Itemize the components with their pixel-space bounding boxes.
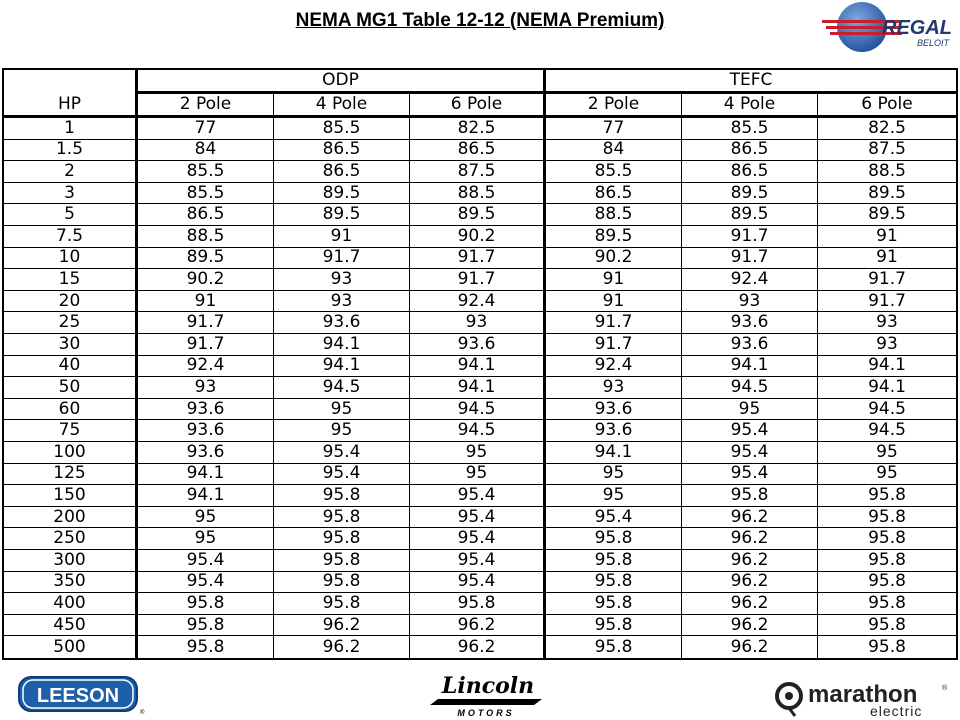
efficiency-cell: 94.1 (410, 377, 546, 399)
hp-cell: 3 (4, 183, 138, 205)
efficiency-cell: 95.4 (546, 507, 682, 529)
efficiency-cell: 95.4 (682, 442, 818, 464)
efficiency-cell: 95.8 (274, 572, 410, 594)
efficiency-cell: 95.4 (274, 442, 410, 464)
efficiency-cell: 95.8 (410, 593, 546, 615)
efficiency-cell: 93.6 (546, 420, 682, 442)
efficiency-cell: 91.7 (274, 248, 410, 270)
efficiency-cell: 96.2 (682, 615, 818, 637)
efficiency-cell: 92.4 (410, 291, 546, 313)
efficiency-cell: 93.6 (274, 312, 410, 334)
group-header-tefc: TEFC (546, 70, 956, 94)
efficiency-cell: 94.5 (818, 420, 956, 442)
efficiency-cell: 94.1 (410, 356, 546, 378)
marathon-electric-logo (775, 676, 950, 718)
hp-cell: 2 (4, 161, 138, 183)
hp-cell: 1 (4, 118, 138, 140)
efficiency-cell: 91.7 (410, 269, 546, 291)
efficiency-cell: 90.2 (410, 226, 546, 248)
efficiency-cell: 96.2 (682, 507, 818, 529)
efficiency-cell: 88.5 (546, 204, 682, 226)
efficiency-cell: 96.2 (410, 615, 546, 637)
efficiency-cell: 93.6 (546, 399, 682, 421)
efficiency-cell: 95.8 (818, 485, 956, 507)
hp-cell: 50 (4, 377, 138, 399)
efficiency-cell: 95.8 (546, 636, 682, 658)
efficiency-cell: 85.5 (138, 183, 274, 205)
efficiency-cell: 95.8 (138, 615, 274, 637)
hp-cell: 350 (4, 572, 138, 594)
efficiency-cell: 86.5 (682, 140, 818, 162)
efficiency-cell: 95 (818, 442, 956, 464)
hp-cell: 7.5 (4, 226, 138, 248)
efficiency-cell: 92.4 (682, 269, 818, 291)
efficiency-cell: 93.6 (682, 312, 818, 334)
efficiency-cell: 96.2 (682, 550, 818, 572)
efficiency-cell: 95.8 (682, 485, 818, 507)
efficiency-cell: 96.2 (274, 636, 410, 658)
efficiency-cell: 89.5 (138, 248, 274, 270)
efficiency-cell: 89.5 (546, 226, 682, 248)
efficiency-cell: 95.8 (818, 572, 956, 594)
efficiency-cell: 95 (274, 399, 410, 421)
efficiency-cell: 91 (818, 248, 956, 270)
efficiency-cell: 89.5 (274, 183, 410, 205)
hp-cell: 100 (4, 442, 138, 464)
efficiency-cell: 85.5 (138, 161, 274, 183)
hp-cell: 5 (4, 204, 138, 226)
efficiency-cell: 94.1 (274, 356, 410, 378)
electric-text: electric (870, 703, 923, 718)
efficiency-cell: 85.5 (546, 161, 682, 183)
efficiency-cell: 95.4 (274, 464, 410, 486)
efficiency-cell: 92.4 (138, 356, 274, 378)
efficiency-cell: 95.4 (138, 572, 274, 594)
efficiency-cell: 95 (818, 464, 956, 486)
efficiency-cell: 95.8 (818, 593, 956, 615)
efficiency-cell: 95.4 (410, 528, 546, 550)
efficiency-cell: 91.7 (138, 334, 274, 356)
efficiency-cell: 95 (682, 399, 818, 421)
leeson-text: LEESON (36, 685, 120, 707)
efficiency-cell: 94.1 (274, 334, 410, 356)
efficiency-cell: 94.1 (138, 464, 274, 486)
efficiency-cell: 91.7 (410, 248, 546, 270)
hp-cell: 20 (4, 291, 138, 313)
efficiency-cell: 95.8 (546, 550, 682, 572)
efficiency-cell: 91.7 (682, 226, 818, 248)
efficiency-cell: 87.5 (410, 161, 546, 183)
efficiency-cell: 96.2 (682, 572, 818, 594)
hp-cell: 30 (4, 334, 138, 356)
efficiency-cell: 86.5 (138, 204, 274, 226)
efficiency-cell: 95.4 (410, 485, 546, 507)
efficiency-cell: 91.7 (138, 312, 274, 334)
hp-cell: 400 (4, 593, 138, 615)
pole-header: 6 Pole (410, 94, 546, 118)
efficiency-cell: 91.7 (546, 334, 682, 356)
svg-text:®: ® (942, 685, 948, 692)
efficiency-cell: 91 (818, 226, 956, 248)
efficiency-cell: 91.7 (682, 248, 818, 270)
page-title: NEMA MG1 Table 12-12 (NEMA Premium) (295, 10, 665, 31)
efficiency-cell: 93 (682, 291, 818, 313)
efficiency-cell: 95.8 (546, 528, 682, 550)
efficiency-cell: 87.5 (818, 140, 956, 162)
efficiency-cell: 94.1 (682, 356, 818, 378)
hp-header: HP (4, 70, 138, 118)
efficiency-cell: 96.2 (410, 636, 546, 658)
hp-cell: 125 (4, 464, 138, 486)
group-header-odp: ODP (138, 70, 546, 94)
efficiency-cell: 77 (546, 118, 682, 140)
hp-cell: 40 (4, 356, 138, 378)
efficiency-cell: 96.2 (682, 636, 818, 658)
efficiency-cell: 92.4 (546, 356, 682, 378)
efficiency-cell: 89.5 (410, 204, 546, 226)
efficiency-cell: 93 (274, 291, 410, 313)
efficiency-cell: 93.6 (138, 442, 274, 464)
efficiency-cell: 89.5 (682, 183, 818, 205)
efficiency-cell: 94.5 (682, 377, 818, 399)
efficiency-cell: 91 (546, 291, 682, 313)
efficiency-cell: 95.8 (546, 615, 682, 637)
efficiency-cell: 86.5 (274, 161, 410, 183)
efficiency-cell: 93 (138, 377, 274, 399)
leeson-logo (18, 675, 146, 715)
efficiency-cell: 94.1 (818, 356, 956, 378)
efficiency-cell: 85.5 (274, 118, 410, 140)
pole-header: 2 Pole (546, 94, 682, 118)
efficiency-cell: 95 (410, 464, 546, 486)
efficiency-cell: 84 (138, 140, 274, 162)
efficiency-cell: 95.8 (818, 615, 956, 637)
efficiency-cell: 95 (410, 442, 546, 464)
efficiency-cell: 89.5 (818, 204, 956, 226)
hp-cell: 500 (4, 636, 138, 658)
hp-cell: 25 (4, 312, 138, 334)
efficiency-cell: 86.5 (410, 140, 546, 162)
efficiency-cell: 94.1 (818, 377, 956, 399)
efficiency-cell: 96.2 (274, 615, 410, 637)
efficiency-cell: 96.2 (682, 528, 818, 550)
motors-text: MOTORS (457, 708, 515, 718)
lincoln-motors-logo (430, 663, 545, 719)
efficiency-cell: 85.5 (682, 118, 818, 140)
hp-cell: 450 (4, 615, 138, 637)
hp-cell: 1.5 (4, 140, 138, 162)
efficiency-cell: 84 (546, 140, 682, 162)
efficiency-cell: 95.4 (138, 550, 274, 572)
efficiency-cell: 95.8 (274, 593, 410, 615)
efficiency-cell: 93.6 (682, 334, 818, 356)
lincoln-text: Lincoln (441, 673, 535, 699)
efficiency-cell: 90.2 (138, 269, 274, 291)
efficiency-cell: 94.5 (274, 377, 410, 399)
efficiency-cell: 82.5 (410, 118, 546, 140)
efficiency-cell: 95.8 (818, 550, 956, 572)
efficiency-cell: 93 (818, 312, 956, 334)
efficiency-cell: 95.8 (274, 528, 410, 550)
marathon-text: marathon (808, 681, 918, 708)
efficiency-cell: 95 (138, 507, 274, 529)
efficiency-cell: 95.8 (546, 572, 682, 594)
efficiency-cell: 95.8 (546, 593, 682, 615)
efficiency-cell: 90.2 (546, 248, 682, 270)
efficiency-cell: 94.5 (818, 399, 956, 421)
regal-text: REGAL (882, 17, 952, 39)
efficiency-cell: 93 (818, 334, 956, 356)
hp-cell: 300 (4, 550, 138, 572)
efficiency-cell: 91.7 (818, 269, 956, 291)
efficiency-cell: 93 (274, 269, 410, 291)
efficiency-cell: 95.4 (410, 507, 546, 529)
efficiency-table (2, 68, 958, 660)
efficiency-cell: 95.8 (138, 593, 274, 615)
efficiency-cell: 93.6 (138, 399, 274, 421)
efficiency-cell: 95.4 (410, 572, 546, 594)
beloit-text: BELOIT (917, 38, 950, 48)
efficiency-cell: 93.6 (138, 420, 274, 442)
efficiency-cell: 94.1 (546, 442, 682, 464)
efficiency-cell: 91.7 (818, 291, 956, 313)
pole-header: 2 Pole (138, 94, 274, 118)
efficiency-cell: 93.6 (410, 334, 546, 356)
svg-text:®: ® (140, 710, 145, 715)
efficiency-cell: 93 (546, 377, 682, 399)
efficiency-cell: 95.4 (682, 420, 818, 442)
efficiency-cell: 95.8 (868, 636, 906, 657)
hp-cell: 10 (4, 248, 138, 270)
efficiency-cell: 95.8 (274, 550, 410, 572)
hp-cell: 60 (4, 399, 138, 421)
pole-header: 6 Pole (818, 94, 956, 118)
efficiency-cell: 95.8 (818, 528, 956, 550)
efficiency-cell: 95 (138, 528, 274, 550)
pole-header: 4 Pole (682, 94, 818, 118)
hp-cell: 250 (4, 528, 138, 550)
efficiency-cell: 86.5 (274, 140, 410, 162)
efficiency-cell: 94.1 (138, 485, 274, 507)
efficiency-cell: 91 (546, 269, 682, 291)
efficiency-cell: 89.5 (274, 204, 410, 226)
efficiency-cell: 95 (546, 485, 682, 507)
efficiency-cell: 96.2 (682, 593, 818, 615)
efficiency-cell: 88.5 (410, 183, 546, 205)
hp-cell: 200 (4, 507, 138, 529)
efficiency-cell: 93 (410, 312, 546, 334)
efficiency-cell: 88.5 (138, 226, 274, 248)
efficiency-cell: 95.8 (274, 485, 410, 507)
efficiency-cell: 95.4 (682, 464, 818, 486)
efficiency-cell: 86.5 (546, 183, 682, 205)
efficiency-cell: 82.5 (818, 118, 956, 140)
efficiency-cell: 95 (546, 464, 682, 486)
efficiency-cell: 88.5 (818, 161, 956, 183)
efficiency-cell: 95 (274, 420, 410, 442)
efficiency-cell: 91.7 (546, 312, 682, 334)
hp-cell: 75 (4, 420, 138, 442)
hp-cell: 150 (4, 485, 138, 507)
pole-header: 4 Pole (274, 94, 410, 118)
efficiency-cell: 95.8 (138, 636, 274, 658)
regal-beloit-logo (822, 0, 956, 54)
efficiency-cell: 91 (274, 226, 410, 248)
efficiency-cell: 86.5 (682, 161, 818, 183)
efficiency-cell: 89.5 (818, 183, 956, 205)
efficiency-cell: 94.5 (410, 420, 546, 442)
efficiency-cell: 95.8 (818, 507, 956, 529)
efficiency-cell: 91 (138, 291, 274, 313)
efficiency-cell: 89.5 (682, 204, 818, 226)
efficiency-cell: 95.4 (410, 550, 546, 572)
efficiency-cell: 77 (138, 118, 274, 140)
efficiency-cell: 95.8 (274, 507, 410, 529)
hp-cell: 15 (4, 269, 138, 291)
efficiency-cell: 94.5 (410, 399, 546, 421)
